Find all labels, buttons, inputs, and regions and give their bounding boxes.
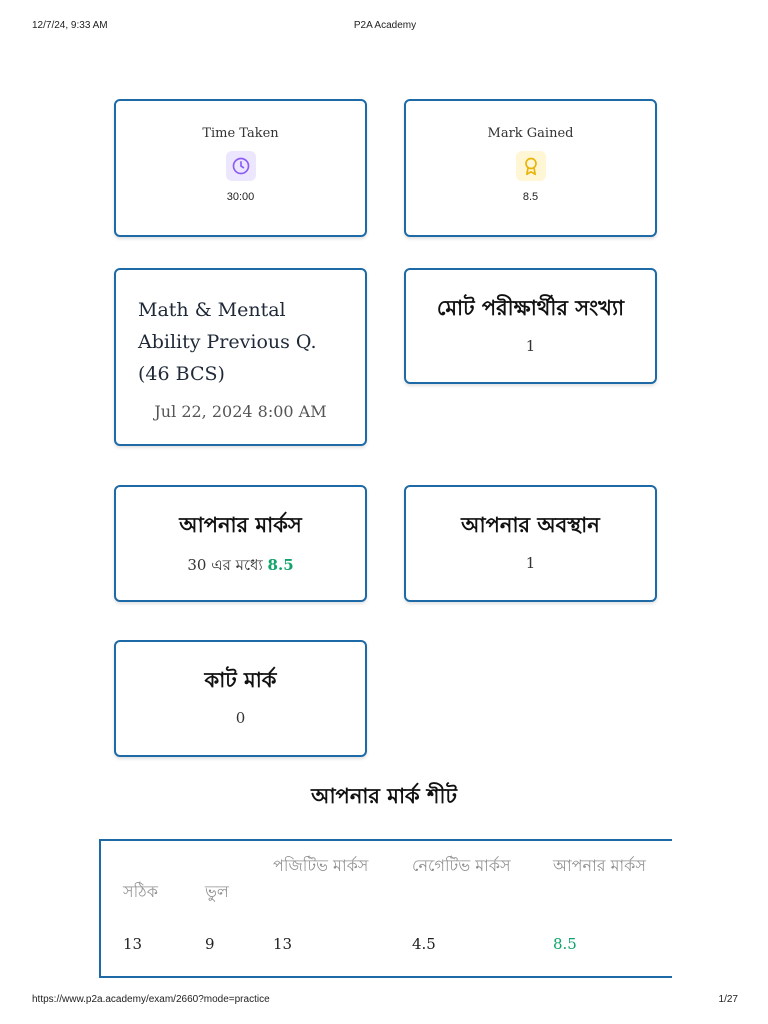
header-positive-marks: পজিটিভ মার্কস	[273, 856, 369, 875]
mark-sheet-header-row	[101, 853, 672, 923]
your-marks-label: আপনার মার্কস	[179, 513, 302, 537]
value-your-marks: 8.5	[553, 935, 577, 953]
header-wrong: ভুল	[205, 882, 229, 901]
exam-title: Math & Mental Ability Previous Q. (46 BCS)	[138, 299, 317, 385]
exam-info-card	[114, 268, 367, 446]
print-url[interactable]: https://www.p2a.academy/exam/2660?mode=practice	[32, 994, 270, 1005]
value-positive-marks: 13	[273, 935, 293, 953]
print-datetime: 12/7/24, 9:33 AM	[32, 20, 108, 31]
clock-icon	[226, 151, 256, 181]
header-your-marks: আপনার মার্কস	[553, 856, 646, 875]
mark-sheet-heading: আপনার মার্ক শীট	[311, 784, 457, 808]
print-page-number: 1/27	[718, 994, 738, 1005]
time-taken-value: 30:00	[226, 191, 255, 203]
value-negative-marks: 4.5	[412, 935, 436, 953]
print-page-title: P2A Academy	[353, 20, 417, 31]
print-header	[32, 20, 738, 31]
your-marks-summary	[116, 554, 365, 579]
time-taken-label: Time Taken	[202, 126, 279, 141]
print-footer	[32, 994, 738, 1005]
your-marks-connector: এর মধ্যে	[211, 556, 263, 574]
cut-mark-label: কাট মার্ক	[204, 668, 277, 692]
total-examinees-card	[404, 268, 657, 384]
cut-mark-card	[114, 640, 367, 757]
header-negative-marks: নেগেটিভ মার্কস	[412, 856, 511, 875]
mark-gained-label: Mark Gained	[487, 126, 574, 141]
your-marks-value: 8.5	[267, 556, 294, 574]
total-examinees-value: 1	[525, 337, 536, 355]
your-marks-card	[114, 485, 367, 602]
total-examinees-label: মোট পরীক্ষার্থীর সংখ্যা	[436, 296, 625, 320]
award-icon	[516, 151, 546, 181]
your-marks-total: 30	[187, 556, 207, 574]
header-correct: সঠিক	[123, 882, 158, 901]
exam-date: Jul 22, 2024 8:00 AM	[154, 402, 327, 421]
your-position-label: আপনার অবস্থান	[461, 513, 600, 537]
mark-gained-value: 8.5	[522, 191, 539, 203]
your-position-card	[404, 485, 657, 602]
cut-mark-value: 0	[235, 709, 246, 727]
mark-gained-card	[404, 99, 657, 237]
mark-sheet-table	[99, 839, 672, 978]
value-wrong: 9	[205, 935, 215, 953]
your-position-value: 1	[525, 554, 536, 572]
value-correct: 13	[123, 935, 143, 953]
time-taken-card	[114, 99, 367, 237]
